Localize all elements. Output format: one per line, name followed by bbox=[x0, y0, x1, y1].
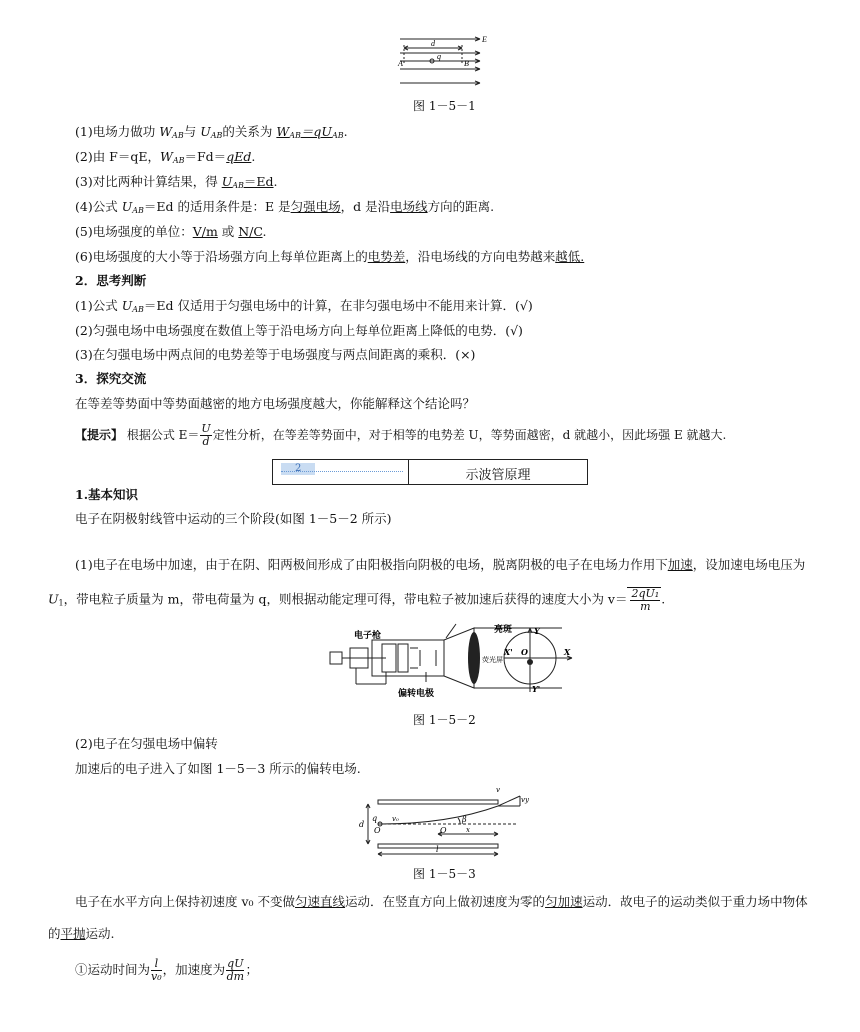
fig2-label-y-prime: Y' bbox=[532, 684, 541, 694]
para2-title: (2)电子在匀强电场中偏转 bbox=[75, 736, 218, 751]
fig2-label-screen: 荧光屏 bbox=[482, 656, 503, 664]
para1-line1: (1)电子在电场中加速，由于在阴、阳两极间形成了由阳极指向阴极的电场，脱离阴极的电子在电场力作用下加速，设加速电场电压为 bbox=[75, 557, 806, 572]
fig1-label-a: A bbox=[398, 59, 403, 68]
hint-line: 【提示】 根据公式 E＝ $\frac{U}{d}$ 定性分析，在等差等势面中，对于相等的电势差 U，等势面越密，d 就越小，因此场强 E 就越大. bbox=[75, 422, 727, 448]
para1-line2: $U_1$，带电粒子质量为 m，带电荷量为 q，则根据动能定理可得，带电粒子被加速后获得的速度大小为 v＝ $\frac{\text{2qU₁}}{m}$ . bbox=[48, 587, 666, 613]
para3-line1: 电子在水平方向上保持初速度 v₀ 不变做匀速直线运动．在竖直方向上做初速度为零的匀加速运动．故电子的运动类似于重力场中物体 bbox=[75, 894, 808, 909]
fig3-label-o: O bbox=[374, 826, 381, 835]
section1-line-4: (4)公式 $U_{AB}=Ed$ 的适用条件是：E 是匀强电场，d 是沿电场线方向的距离. bbox=[75, 199, 495, 215]
section2-title: 2．思考判断 bbox=[75, 273, 147, 288]
section1-line-6: (6)电场强度的大小等于沿场强方向上每单位距离上的电势差，沿电场线的方向电势越来越低. bbox=[75, 249, 585, 264]
banner-left-cell bbox=[273, 460, 409, 484]
judgement-1: (1)公式 $U_{AB}=Ed$ 仅适用于匀强电场中的计算，在非匀强电场中不能用来计算．(√) bbox=[75, 298, 533, 314]
para3-line2: 的平抛运动. bbox=[48, 926, 115, 941]
figure-caption-2: 图 1－5－2 bbox=[413, 713, 476, 727]
fig3-label-d: d bbox=[359, 820, 365, 829]
fig2-label-x-prime: X' bbox=[504, 647, 513, 657]
fig1-label-b: B bbox=[464, 59, 469, 68]
fig3-label-vy: vy bbox=[521, 796, 529, 804]
fig2-label-o: O bbox=[521, 647, 528, 657]
fig2-label-plate: 偏转电极 bbox=[398, 689, 435, 699]
hint-fraction: $\frac{U}{d}$ bbox=[201, 422, 211, 448]
motion-time-line: ①运动时间为 $\frac{l}{\text{v₀}}$ ，加速度为 $\frac{qU}{dm}$ ； bbox=[75, 957, 258, 983]
fig2-label-gun: 电子枪 bbox=[354, 631, 382, 641]
figure-caption: 图 1－5－1 bbox=[413, 99, 476, 113]
section1-line-2: (2)由 F＝qE，$W_{AB}=Fd=qEd$. bbox=[75, 149, 256, 165]
section-banner bbox=[272, 459, 588, 485]
section1-line-5: (5)电场强度的单位：V/m 或 N/C. bbox=[75, 224, 267, 239]
knowledge-title: 1.基本知识 bbox=[75, 487, 139, 502]
figure-1-5-3 bbox=[358, 784, 528, 860]
fig3-label-q: q bbox=[372, 814, 378, 823]
fig3-label-x: x bbox=[466, 826, 470, 834]
banner-index: 2 bbox=[281, 463, 315, 475]
question-text: 在等差等势面中等势面越密的地方电场强度越大，你能解释这个结论吗？ bbox=[75, 396, 476, 411]
fig1-label-q: q bbox=[437, 52, 441, 61]
section1-line-1: (1)电场力做功 $W_{AB}$与 $U_{AB}$的关系为 $W_{AB}=qU_{AB}$. bbox=[75, 124, 348, 140]
figure-1-5-2 bbox=[326, 622, 576, 706]
fig3-label-l: l bbox=[436, 845, 439, 854]
figure-caption-3: 图 1－5－3 bbox=[413, 867, 476, 881]
fig3-label-v0: v₀ bbox=[392, 815, 399, 823]
acceleration-fraction: $\frac{qU}{dm}$ bbox=[226, 957, 245, 983]
section3-title: 3．探究交流 bbox=[75, 371, 147, 386]
judgement-3: (3)在匀强电场中两点间的电势差等于电场强度与两点间距离的乘积．(×) bbox=[75, 347, 476, 362]
knowledge-intro: 电子在阴极射线管中运动的三个阶段(如图 1－5－2 所示) bbox=[75, 511, 392, 526]
banner-arrow bbox=[281, 471, 403, 472]
hint-tag: 【提示】 bbox=[75, 428, 124, 442]
section1-line-3: (3)对比两种计算结果，得 $U_{AB}=Ed$. bbox=[75, 174, 278, 190]
velocity-fraction: $\frac{\text{2qU₁}}{m}$ bbox=[631, 587, 660, 613]
fig2-label-x: X bbox=[564, 647, 571, 657]
fig3-label-v: v bbox=[496, 786, 500, 794]
fig3-label-beta: β bbox=[462, 815, 467, 824]
figure-1-5-1 bbox=[396, 33, 506, 93]
fig2-label-spot: 亮斑 bbox=[494, 625, 513, 635]
time-fraction: $\frac{l}{\text{v₀}}$ bbox=[151, 957, 162, 983]
fig2-label-y: Y bbox=[534, 626, 540, 636]
para2-text: 加速后的电子进入了如图 1－5－3 所示的偏转电场. bbox=[75, 761, 361, 776]
banner-title: 示波管原理 bbox=[465, 468, 531, 483]
fig3-label-o2: O bbox=[440, 826, 447, 835]
fig1-label-e: E bbox=[482, 35, 487, 44]
judgement-2: (2)匀强电场中电场强度在数值上等于沿电场方向上每单位距离上降低的电势．(√) bbox=[75, 323, 523, 338]
fig1-label-d: d bbox=[431, 39, 435, 48]
